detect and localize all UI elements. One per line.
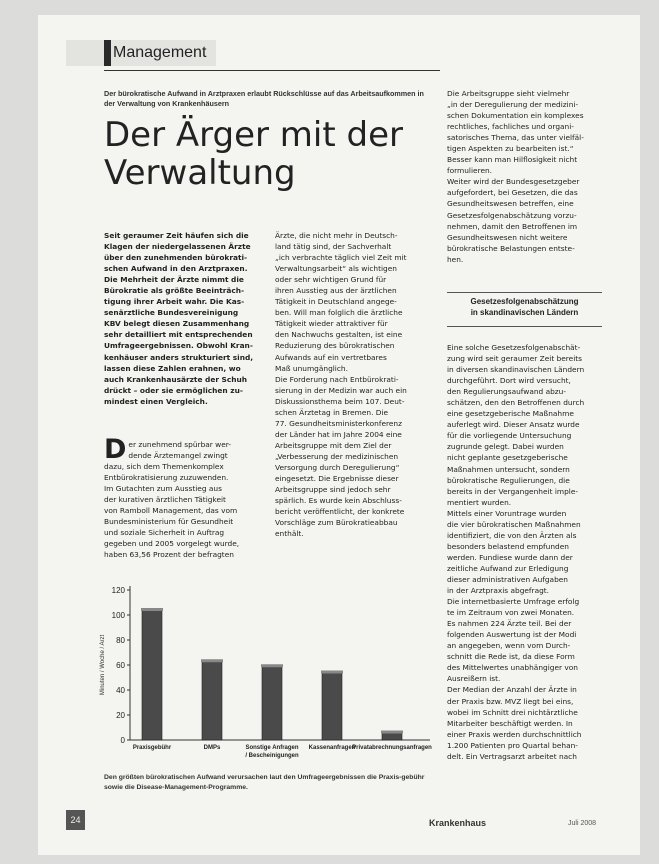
y-tick-label: 40: [116, 686, 125, 695]
bar-chart: [92, 578, 437, 770]
section-header-marker: [104, 40, 111, 66]
y-tick-label: 60: [116, 661, 125, 670]
x-tick-label: Kassenanfragen: [308, 745, 356, 751]
chart-bar-cap: [261, 664, 283, 667]
chart-bar: [142, 610, 162, 740]
chart-bar: [262, 666, 282, 740]
article-title: Der Ärger mit der Verwaltung: [104, 115, 403, 193]
drop-cap: D: [104, 434, 127, 465]
chart-bar-cap: [201, 659, 223, 662]
article-column-1: [104, 434, 264, 561]
article-column-3-top: [447, 88, 602, 265]
column-3-top-text: Die Arbeitsgruppe sieht vielmehr „in der Deregulierung der medizini- schen Dokumentation ein komplexes rechtliches, fachliches und organi- satorisches Thema, das unter vielfäl- tigen Aspekten zu bearbeiten ist.“ Besser kann man Hilflosigkeit nicht formulieren. Weiter wird der Bundesgesetzgeber aufgefordert, bei Gesetzen, die das Gesundheitswesen betreffen, eine Gesetzesfolgenabschätzung vorzu- nehmen, damit den Betroffenen im Gesundheitswesen nicht weitere bürokratische Belastungen entste- hen.: [447, 89, 584, 264]
box-rule-top: [447, 292, 602, 293]
y-axis-label: Minuten / Woche / Arzt: [100, 634, 106, 696]
box-subheading-text: Gesetzesfolgenabschätzung in skandinavischen Ländern: [470, 297, 579, 317]
column-2-text: Ärzte, die nicht mehr in Deutsch- land tätig sind, der Sachverhalt „ich verbrachte täglich viel Zeit mit Verwaltungsarbeit“ als wichtigen oder sehr wichtigen Grund für ihren Ausstieg aus der ärztlichen Tätigkeit in Deutschland angege- ben. Will man folglich die ärztliche Tätigkeit wieder attraktiver für den Nachwuchs gestalten, ist eine Reduzierung des bürokratischen Aufwands auf ein vertretbares Maß unumgänglich. Die Forderung nach Entbürokrati- sierung in der Medizin war auch ein Diskussionsthema beim 107. Deut- schen Ärztetag in Bremen. Die 77. Gesundheitsministerkonferenz der Länder hat im Jahre 2004 eine Arbeitsgruppe mit dem Ziel der „Verbesserung der medizinischen Versorgung durch Deregulierung“ eingesetzt. Die Ergebnisse dieser Arbeitsgruppe sind jedoch sehr spärlich. Es wurde kein Abschluss- bericht veröffentlicht, der konkrete Vorschläge zum Bürokratieabbau enthält.: [275, 231, 407, 539]
x-tick-label: DMPs: [203, 745, 221, 751]
chart-caption: Den größten bürokratischen Aufwand verursachen laut den Umfrageergebnissen die Praxis-gebühr sowie die Disease-Management-Programme.: [104, 774, 425, 791]
box-subheading: [447, 296, 602, 318]
chart-bar: [322, 673, 342, 741]
x-tick-label: Sonstige Anfragen: [245, 745, 299, 751]
article-intro: [104, 230, 264, 407]
chart-bar: [202, 661, 222, 740]
magazine-name: Krankenhaus: [429, 818, 487, 828]
article-column-2: [275, 230, 435, 539]
article-column-3-bottom: [447, 342, 602, 762]
y-tick-label: 80: [116, 636, 125, 645]
article-subhead: Der bürokratische Aufwand in Arztpraxen erlaubt Rückschlüsse auf das Arbeitsaufkommen in der Verwaltung von Krankenhäusern: [104, 89, 424, 108]
page-number: 24: [66, 810, 85, 830]
issue-date: Juli 2008: [568, 820, 597, 827]
y-tick-label: 100: [111, 611, 125, 620]
y-tick-label: 20: [116, 711, 125, 720]
column-3-bottom-text: Eine solche Gesetzesfolgenabschät- zung wird seit geraumer Zeit bereits in diversen skandinavischen Ländern durchgeführt. Dort wird versucht, den Regulierungsaufwand abzu- schätzen, den den Betroffenen durch eine gesetzgeberische Maßnahme auferlegt wird. Dieser Ansatz wurde für die vorliegende Untersuchung zugrunde gelegt. Dabei wurden nicht geplante gesetzgeberische Maßnahmen untersucht, sondern bürokratische Regulierungen, die bereits in der Vergangenheit imple- mentiert wurden. Mittels einer Voruntrage wurden die vier bürokratischen Maßnahmen identifiziert, die von den Ärzten als besonders belastend empfunden werden. Fundiese wurde dann der zeitliche Aufwand zur Erledigung dieser administrativen Aufgaben in der Arztpraxis abgefragt. Die internetbasierte Umfrage erfolg te im Zeitraum von zwei Monaten. Es nahmen 224 Ärzte teil. Bei der folgenden Auswertung ist der Modi an angegeben, wenn vom Durch- schnitt die Rede ist, da diese Form des Mittelwertes unabhängiger von Ausreißern ist. Der Median der Anzahl der Ärzte in der Praxis bzw. MVZ liegt bei eins, wobei im Schnitt drei nichtärztliche Mitarbeiter beschäftigt werden. In einer Praxis werden durchschnittlich 1.200 Patienten pro Quartal behan- delt. Ein Vertragsarzt arbeitet nach: [447, 343, 585, 761]
intro-text: Seit geraumer Zeit häufen sich die Klagen der niedergelassenen Ärzte über den zunehmenden bürokrati- schen Aufwand in den Arztpraxen. Die Mehrheit der Ärzte nimmt die Bürokratie als größte Beeinträch- tigung ihrer Arbeit wahr. Die Kas- senärztliche Bundesvereinigung KBV belegt diesen Zusammenhang sehr detailliert mit entsprechenden Umfrageergebnissen. Obwohl Kran- kenhäuser anders strukturiert sind, lassen diese Zahlen erahnen, wo auch Krankenhausärzte der Schuh drückt – oder sie ermöglichen zu- mindest einen Vergleich.: [104, 231, 254, 406]
x-tick-label: Privatabrechnungsanfragen: [352, 745, 432, 751]
section-title: Management: [113, 44, 207, 61]
chart-bar-cap: [141, 608, 163, 611]
chart-bar-cap: [381, 731, 403, 734]
column-1-text: er zunehmend spürbar wer- dende Ärztemangel zwingt dazu, sich dem Themenkomplex Entbürokratisierung zuzuwenden. Im Gutachten zum Ausstieg aus der kurativen ärztlichen Tätigkeit von Ramboll Management, das vom Bundesministerium für Gesundheit und soziale Sicherheit in Auftrag gegeben und 2005 vorgelegt wurde, haben 63,56 Prozent der befragten: [104, 440, 240, 560]
y-tick-label: 0: [120, 736, 125, 745]
chart-bar: [382, 733, 402, 741]
header-rule: [104, 70, 440, 71]
x-tick-label: Praxisgebühr: [132, 745, 172, 751]
y-tick-label: 120: [111, 586, 125, 595]
box-rule-bottom: [447, 326, 602, 327]
chart-bar-cap: [321, 671, 343, 674]
x-tick-label: / Bescheinigungen: [245, 753, 299, 759]
